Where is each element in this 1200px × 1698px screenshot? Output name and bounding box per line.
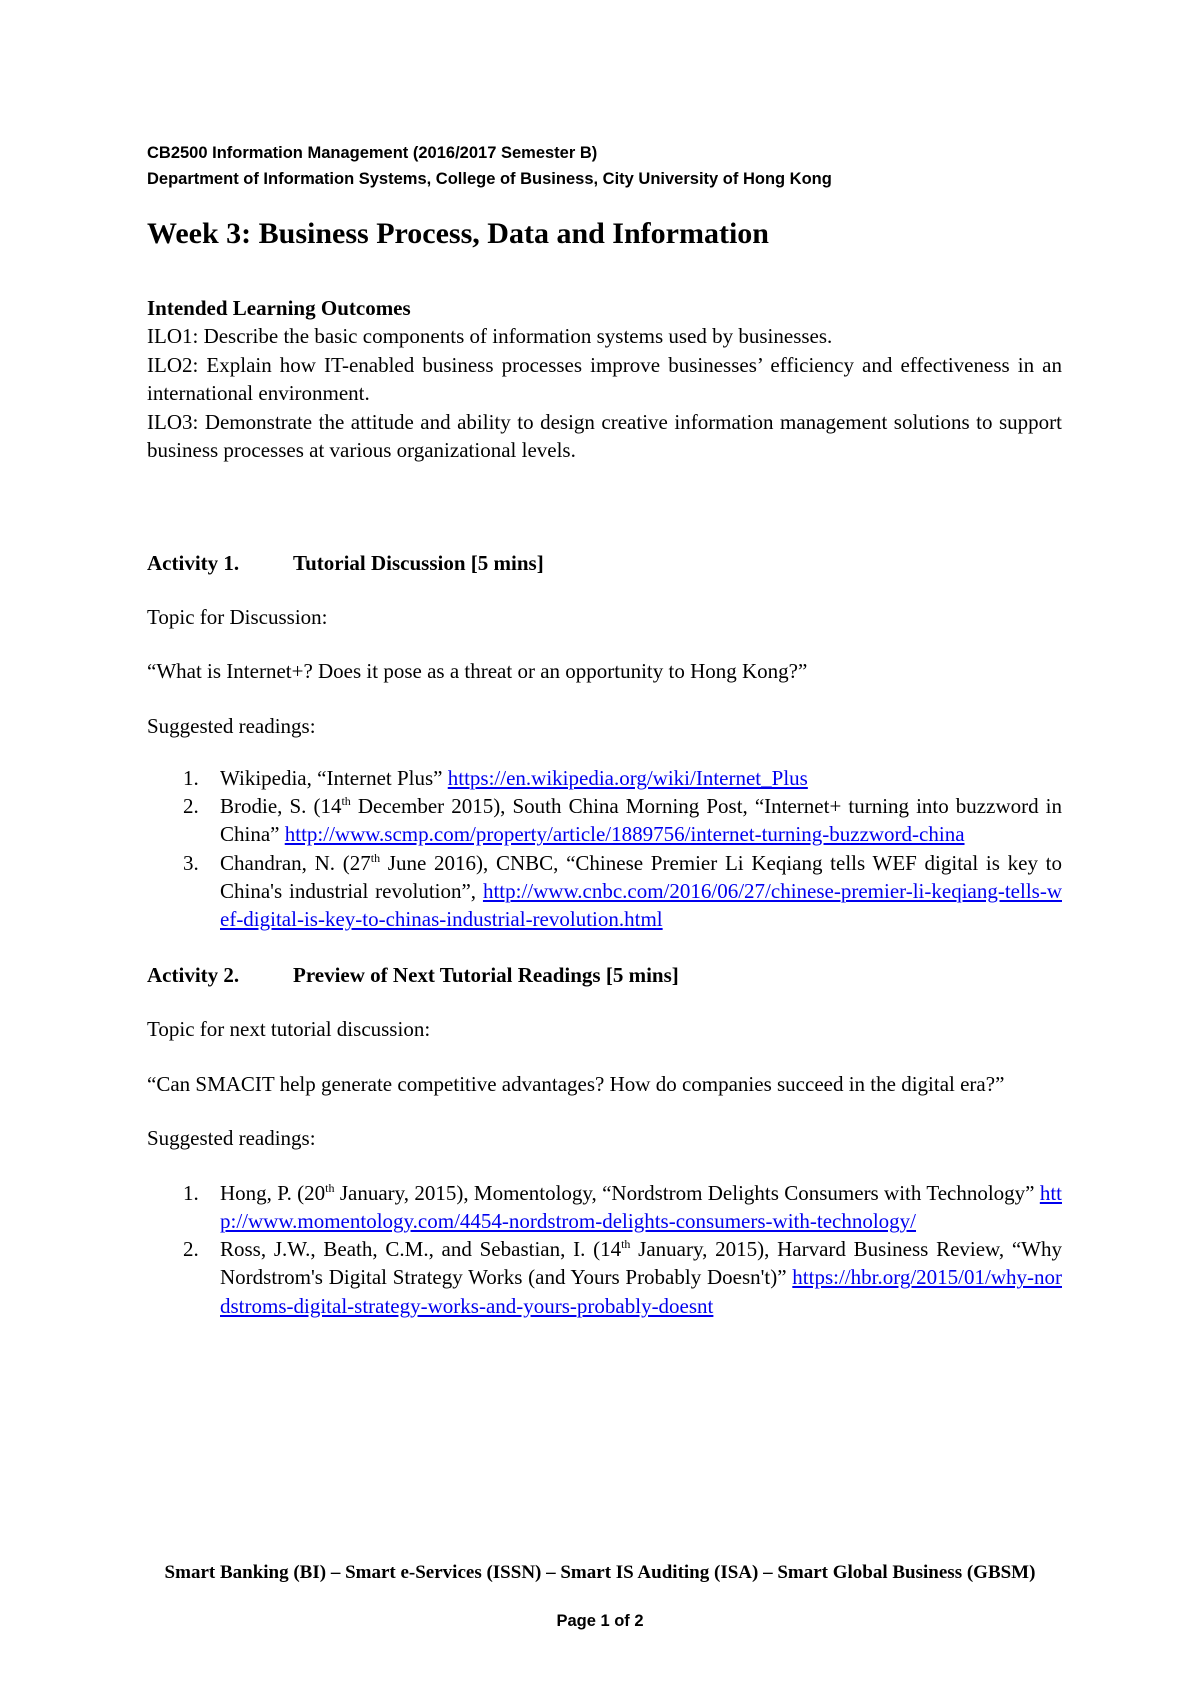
activity1-readings-list — [147, 764, 1062, 933]
reading-link[interactable]: http://www.cnbc.com/2016/06/27/chinese-premier-li-keqiang-tells-wef-digital-is-key-to-chinas-industrial-revolution.html — [220, 878, 1062, 932]
document-page — [147, 140, 1062, 1320]
activity1-topic-label: Topic for Discussion: — [147, 604, 328, 629]
activity2-title: Preview of Next Tutorial Readings [5 mins] — [293, 963, 679, 988]
course-header: CB2500 Information Management (2016/2017 Semester B) — [147, 144, 598, 162]
list-item: 2. Brodie, S. (14th December 2015), South China Morning Post, “Internet+ turning into buzzword in China” http://www.scmp.com/property/article/1889756/internet-turning-buzzword-china — [183, 794, 1063, 847]
ilo-item: ILO1: Describe the basic components of information systems used by businesses. — [147, 324, 833, 348]
reading-link[interactable]: https://hbr.org/2015/01/why-nordstroms-digital-strategy-works-and-yours-probably-doesnt — [220, 1265, 1062, 1318]
footer-programmes: Smart Banking (BI) – Smart e-Services (ISSN) – Smart IS Auditing (ISA) – Smart Global Business (GBSM) — [164, 1562, 1036, 1583]
page-title: Week 3: Business Process, Data and Information — [147, 217, 769, 250]
activity1-question: “What is Internet+? Does it pose as a threat or an opportunity to Hong Kong?” — [147, 659, 808, 683]
activity2-number: Activity 2. — [147, 963, 240, 988]
list-item: 3. Chandran, N. (27th June 2016), CNBC, “Chinese Premier Li Keqiang tells WEF digital is key to China's industrial revolution”, http://www.cnbc.com/2016/06/27/chinese-premier-li-keqiang-tells-wef-digital-is-key-to-chinas-industrial-revolution.html — [183, 850, 1062, 932]
list-item: 1. Wikipedia, “Internet Plus” https://en.wikipedia.org/wiki/Internet_Plus — [183, 766, 808, 790]
activity1-heading — [147, 549, 1062, 577]
reading-link[interactable]: http://www.scmp.com/property/article/1889756/internet-turning-buzzword-china — [284, 822, 965, 847]
activity2-readings-list — [147, 1179, 1062, 1320]
reading-link[interactable]: https://en.wikipedia.org/wiki/Internet_Plus — [447, 766, 808, 790]
activity1-number: Activity 1. — [147, 550, 240, 575]
page-number: Page 1 of 2 — [556, 1612, 644, 1630]
activity2-heading — [147, 961, 1062, 989]
ilo-item: ILO3: Demonstrate the attitude and ability to design creative information management solutions to support business processes at various organizational levels. — [147, 409, 1062, 462]
activity1-readings-label: Suggested readings: — [147, 713, 316, 738]
list-item: 1. Hong, P. (20th January, 2015), Momentology, “Nordstrom Delights Consumers with Technology” http://www.momentology.com/4454-nordstrom-delights-consumers-with-technology/ — [183, 1180, 1062, 1233]
ilo-item: ILO2: Explain how IT-enabled business processes improve businesses’ efficiency and effectiveness in an international environment. — [147, 352, 1062, 405]
activity2-readings-label: Suggested readings: — [147, 1126, 316, 1151]
activity2-topic-label: Topic for next tutorial discussion: — [147, 1017, 431, 1042]
activity2-question: “Can SMACIT help generate competitive advantages? How do companies succeed in the digital era?” — [147, 1071, 1005, 1096]
reading-link[interactable]: http://www.momentology.com/4454-nordstrom-delights-consumers-with-technology/ — [220, 1180, 1062, 1233]
department-header: Department of Information Systems, College of Business, City University of Hong Kong — [147, 170, 832, 188]
list-item: 2. Ross, J.W., Beath, C.M., and Sebastian, I. (14th January, 2015), Harvard Business Review, “Why Nordstrom's Digital Strategy Works (and Yours Probably Doesn't)” https://hbr.org/2015/01/why-nordstroms-digital-strategy-works-and-yours-probably-doesnt — [183, 1237, 1062, 1318]
ilo-heading: Intended Learning Outcomes — [147, 296, 411, 320]
activity1-title: Tutorial Discussion [5 mins] — [293, 550, 544, 575]
